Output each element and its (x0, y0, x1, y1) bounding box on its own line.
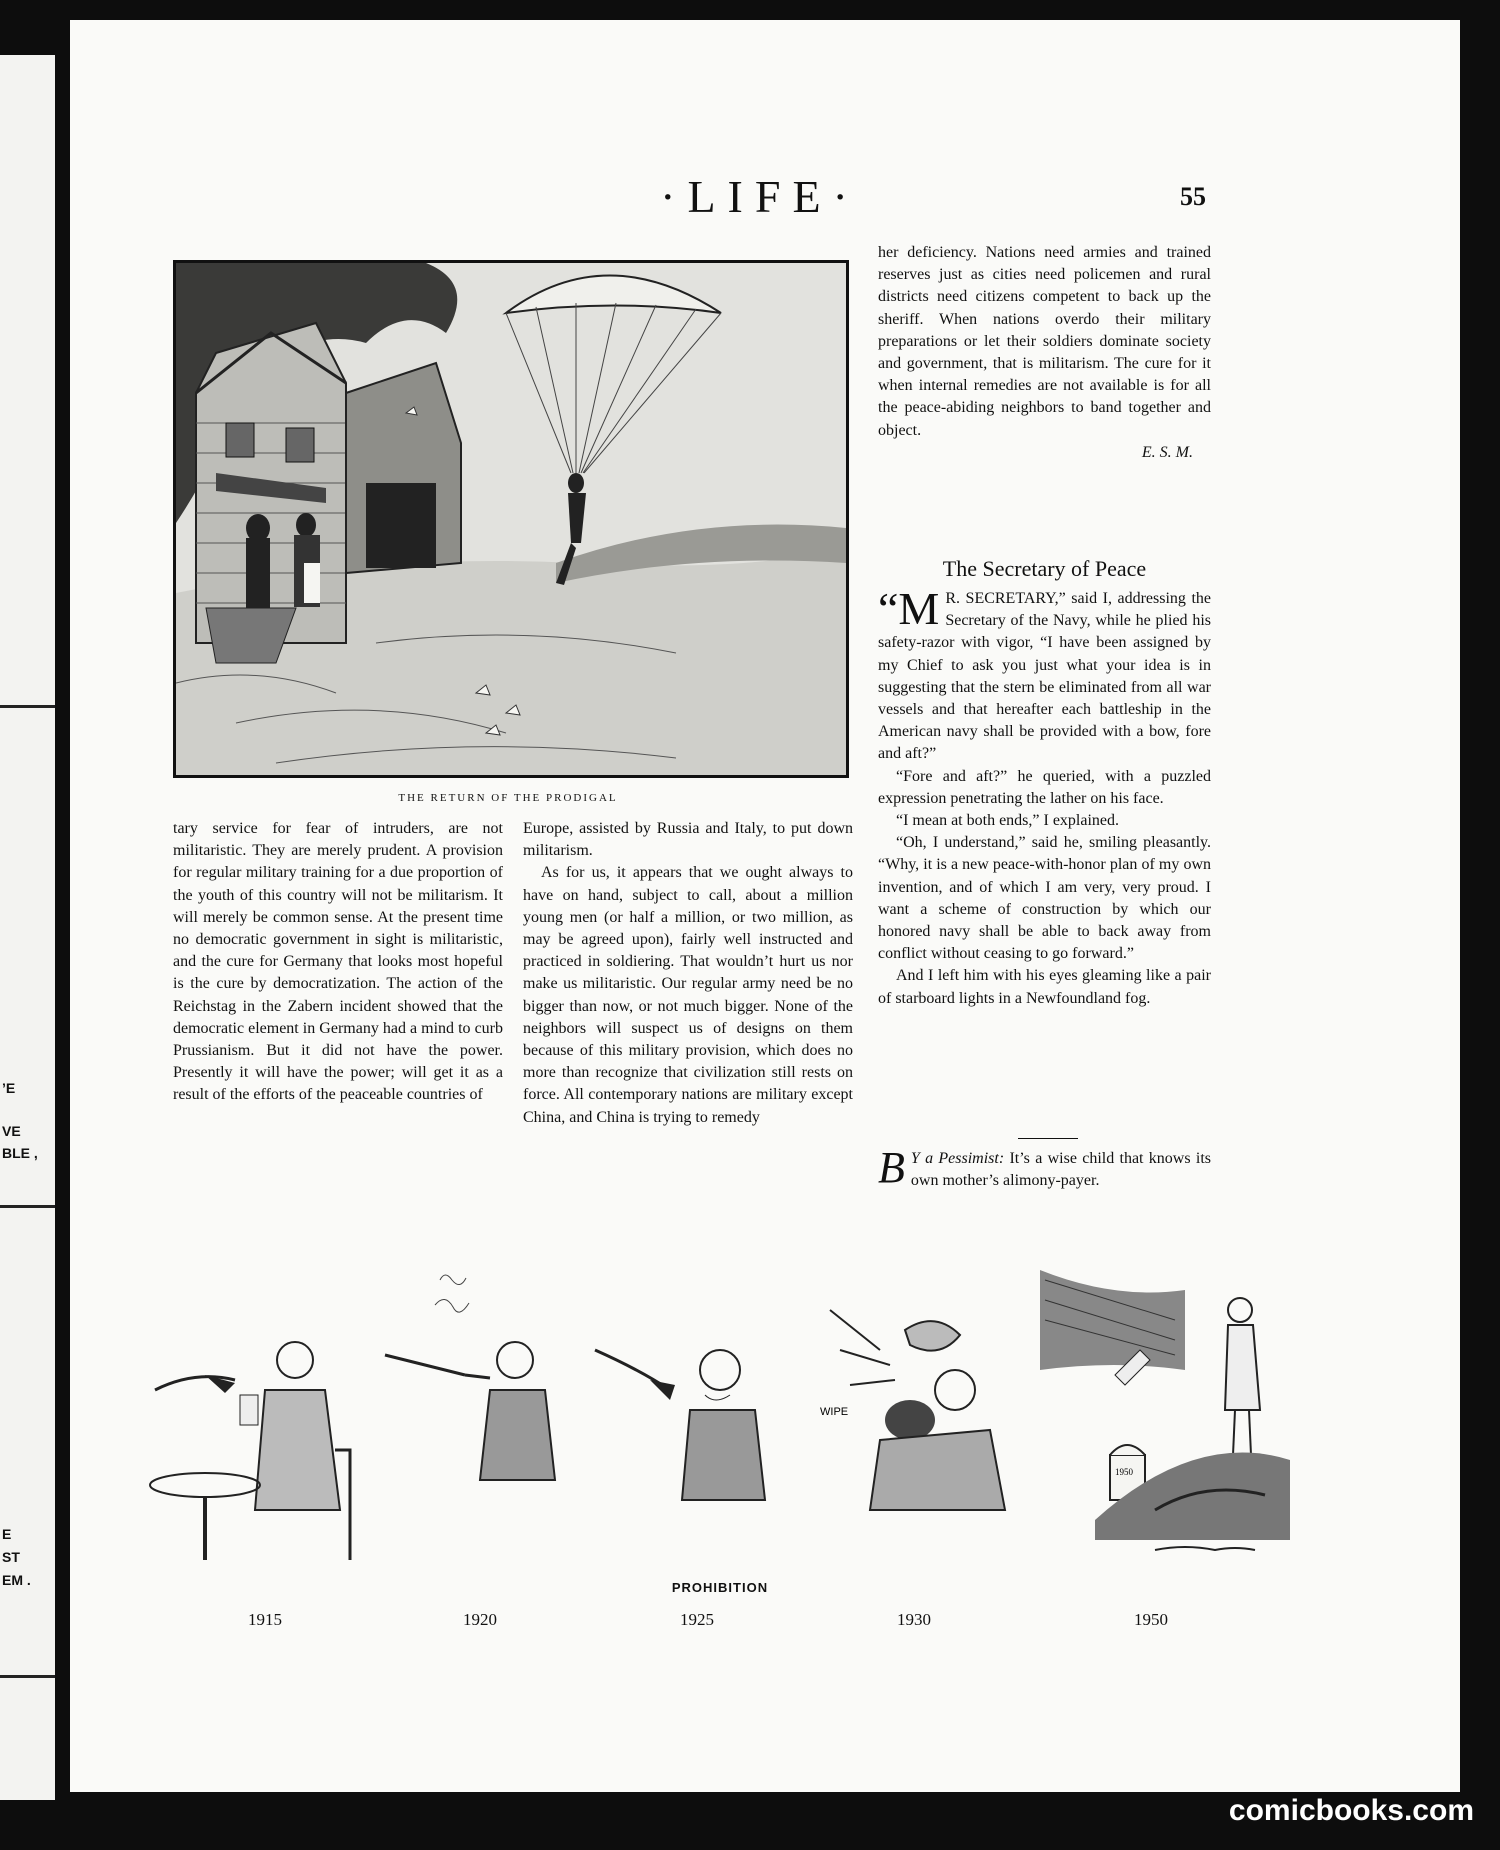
paragraph: Europe, assisted by Russia and Italy, to put down militarism. (523, 820, 853, 860)
comic-panel-1925 (590, 1300, 790, 1520)
paragraph: “I mean at both ends,” I explained. (896, 812, 1120, 830)
panel-drawing (1035, 1260, 1295, 1560)
article-title: The Secretary of Peace (942, 556, 1147, 581)
illustration-drawing (176, 263, 846, 775)
site-watermark: comicbooks.com (1228, 1794, 1474, 1827)
left-fragment: ST (2, 1549, 20, 1565)
comic-panel-1920 (375, 1260, 565, 1490)
dropcap: “M (878, 583, 940, 634)
comic-panel-1930 (810, 1290, 1020, 1520)
paragraph: her deficiency. Nations need armies and trained reserves just as cities need policemen and rural districts need citizens competent to back up the sheriff. When nations overdo their military preparations or let their soldiers dominate society and government, that is militarism. The cure for it when internal remedies are not available is for all the peace-abiding neighbors to band together and object. (878, 244, 1211, 439)
secretary-article (878, 583, 1211, 1010)
paragraph: “Oh, I understand,” said he, smiling pleasantly. “Why, it is a new peace-with-honor plan of my own invention, and of which I am very, very proud. I want a scheme of construction by which our honored navy shall be able to back away from conflict without ceasing to go forward.” (878, 834, 1211, 963)
comic-panel-1950 (1035, 1260, 1295, 1560)
left-fragment: E (2, 1526, 12, 1542)
section-divider (1018, 1138, 1078, 1139)
panel-drawing (590, 1300, 790, 1520)
article-column-3 (878, 242, 1211, 464)
comic-strip-title: PROHIBITION (671, 1580, 769, 1595)
lead-paragraph (878, 583, 1211, 766)
tombstone-year: 1950 (1115, 1467, 1133, 1477)
lead-text: R. SECRETARY,” said I, addressing the Secretary of the Navy, while he plied his safety-razor with vigor, “I have been assigned by my Chief to ask you just what your idea is in suggesting that the stern be eliminated from all war vessels and that hereafter each battleship in the American navy shall be provided with a bow, fore and aft?” (878, 590, 1211, 763)
wipe-label: WIPE (820, 1406, 849, 1418)
comic-panel-1915 (145, 1300, 355, 1570)
illustration-caption: THE RETURN OF THE PRODIGAL (398, 792, 618, 804)
paragraph: tary service for fear of intruders, are not militaristic. They are merely prudent. A provision for regular military training for a due proportion of the youth of this country will not be militarism. It will merely be common sense. At the present time no democratic government in sight is militaristic, and the cure for Germany that looks most hopeful is the cure by democratization. The action of the Reichstag in the Zabern incident showed that the democratic element in Germany had a mind to curb Prussianism. But it did not have the power. Presently it will have the power; will get it as a result of the efforts of the peaceable countries of (173, 820, 503, 1104)
paragraph: “Fore and aft?” he queried, with a puzzled expression penetrating the lather on his face. (878, 767, 1211, 807)
comic-year-label: 1950 (1134, 1610, 1168, 1629)
left-fragment: EM . (2, 1572, 31, 1588)
comic-year-label: 1930 (897, 1610, 931, 1629)
comic-year-label: 1915 (248, 1610, 282, 1629)
facing-page-edge (0, 55, 55, 1800)
left-rule (0, 1675, 55, 1678)
dropcap: B (878, 1143, 905, 1192)
panel-drawing (375, 1260, 565, 1490)
left-fragment: ’E (2, 1080, 16, 1096)
masthead: ·LIFE· (660, 171, 860, 222)
comic-year-label: 1920 (463, 1610, 497, 1629)
paragraph: As for us, it appears that we ought always to have on hand, subject to call, about a million young men (or half a million, or two million, as may be agreed upon), fairly well instructed and practiced in soldiering. That wouldn’t hurt us nor make us militaristic. Our regular army need be no bigger than now, or not much bigger. None of the neighbors will suspect us of designs on them because of this military provision, which does no more than recognize that civilization still rests on force. All contemporary nations are military except China, and China is trying to remedy (523, 864, 853, 1126)
left-fragment: BLE , (2, 1145, 38, 1161)
paragraph: And I left him with his eyes gleaming like a pair of starboard lights in a Newfoundland fog. (878, 967, 1211, 1007)
magazine-page (70, 20, 1460, 1792)
left-rule (0, 705, 55, 708)
prodigal-illustration (173, 260, 849, 778)
comic-year-label: 1925 (680, 1610, 714, 1629)
panel-drawing (810, 1290, 1020, 1520)
pessimist-quip (878, 1143, 1211, 1192)
page-number: 55 (1180, 182, 1206, 211)
left-fragment: VE (2, 1123, 21, 1139)
prohibition-comic-strip (145, 1260, 1295, 1570)
left-rule (0, 1205, 55, 1208)
quip-text: It’s a wise child that knows its own mother’s alimony-payer. (910, 1150, 1211, 1190)
article-column-1 (173, 818, 503, 1107)
article-column-2 (523, 818, 853, 1129)
quip-label: Y a Pessimist: (910, 1150, 1005, 1167)
panel-drawing (145, 1300, 355, 1570)
author-signature: E. S. M. (1141, 443, 1193, 461)
